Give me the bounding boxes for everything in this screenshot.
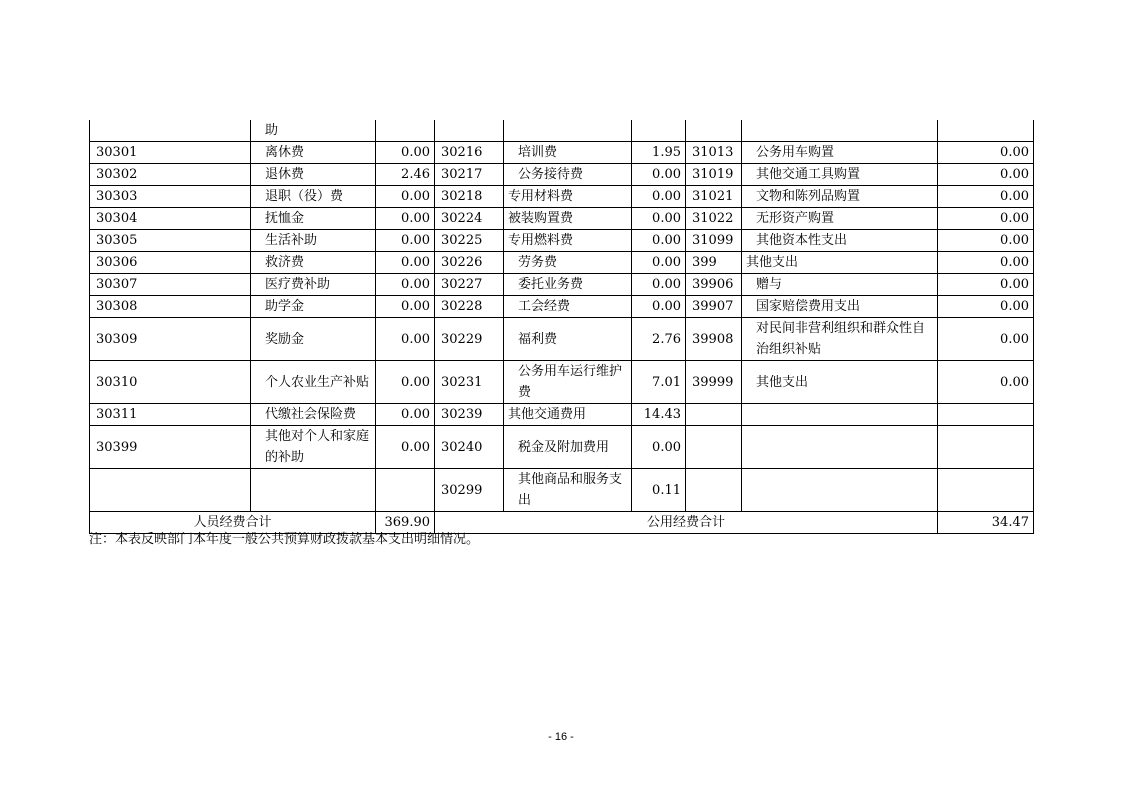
table-cell <box>938 120 1034 142</box>
table-cell-econ-code: 30225 <box>435 230 504 252</box>
table-cell-econ-code: 30305 <box>90 230 251 252</box>
table-cell-amount: 0.00 <box>632 230 686 252</box>
public-total-label: 公用经费合计 <box>435 512 938 534</box>
table-cell-amount: 0.00 <box>376 274 435 296</box>
table-cell-amount <box>376 469 435 512</box>
table-cell <box>632 120 686 142</box>
table-cell-amount: 0.00 <box>632 296 686 318</box>
table-cell-item-name: 抚恤金 <box>251 208 376 230</box>
table-cell-amount: 0.00 <box>376 208 435 230</box>
table-cell-econ-code: 30310 <box>90 361 251 404</box>
table-cell-econ-code: 31022 <box>686 208 742 230</box>
table-row <box>90 426 1034 469</box>
table-cell-item-name: 公务接待费 <box>504 164 632 186</box>
table-cell-amount: 0.00 <box>376 252 435 274</box>
table-cell-econ-code: 31013 <box>686 142 742 164</box>
table-cell-econ-code: 30229 <box>435 318 504 361</box>
table-cell-econ-code: 30231 <box>435 361 504 404</box>
table-cell-amount: 0.00 <box>376 142 435 164</box>
table-cell-econ-code: 30308 <box>90 296 251 318</box>
table-cell-item-name: 退休费 <box>251 164 376 186</box>
table-cell-econ-code: 30227 <box>435 274 504 296</box>
table-cell-econ-code: 30299 <box>435 469 504 512</box>
table-cell <box>90 120 251 142</box>
table-cell-item-name: 奖励金 <box>251 318 376 361</box>
table-cell-item-name: 公务用车运行维护费 <box>504 361 632 404</box>
table-cell-amount: 0.00 <box>376 404 435 426</box>
table-cell-amount: 0.00 <box>938 361 1034 404</box>
table-cell-econ-code: 30224 <box>435 208 504 230</box>
table-cell-amount: 2.46 <box>376 164 435 186</box>
expenditure-detail-table <box>89 120 1034 534</box>
table-cell-item-name: 文物和陈列品购置 <box>742 186 938 208</box>
table-cell-amount: 0.00 <box>632 208 686 230</box>
table-cell-econ-code: 39907 <box>686 296 742 318</box>
table-cell-econ-code: 30218 <box>435 186 504 208</box>
table-cell-econ-code <box>686 404 742 426</box>
table-cell <box>435 120 504 142</box>
table-cell-item-name: 工会经费 <box>504 296 632 318</box>
table-cell-item-name: 税金及附加费用 <box>504 426 632 469</box>
table-cell-item-name: 培训费 <box>504 142 632 164</box>
table-cell-amount: 0.00 <box>632 186 686 208</box>
table-cell-econ-code: 399 <box>686 252 742 274</box>
table-cell <box>504 120 632 142</box>
table-row <box>90 404 1034 426</box>
table-cell-item-name: 赠与 <box>742 274 938 296</box>
table-cell-item-name: 专用燃料费 <box>504 230 632 252</box>
table-cell-amount <box>938 469 1034 512</box>
table-cell-item-name: 代缴社会保险费 <box>251 404 376 426</box>
table-cell-item-name: 无形资产购置 <box>742 208 938 230</box>
table-cell-item-name: 对民间非营利组织和群众性自治组织补贴 <box>742 318 938 361</box>
table-cell-item-name: 离休费 <box>251 142 376 164</box>
table-cell-amount: 0.00 <box>376 426 435 469</box>
table-cell <box>686 120 742 142</box>
table-cell-item-name: 其他支出 <box>742 361 938 404</box>
public-total-value: 34.47 <box>938 512 1034 534</box>
table-cell-item-name <box>251 469 376 512</box>
personnel-total-label: 人员经费合计 <box>90 512 376 534</box>
table-cell-item-name: 国家赔偿费用支出 <box>742 296 938 318</box>
table-cell-amount: 2.76 <box>632 318 686 361</box>
table-cell-amount: 0.00 <box>938 252 1034 274</box>
table-cell-amount: 7.01 <box>632 361 686 404</box>
table-cell-amount: 0.00 <box>938 186 1034 208</box>
table-row-continuation <box>90 120 1034 142</box>
table-row <box>90 164 1034 186</box>
table-row <box>90 208 1034 230</box>
table-row <box>90 361 1034 404</box>
table-cell-econ-code: 30311 <box>90 404 251 426</box>
table-row <box>90 296 1034 318</box>
table-cell-econ-code: 30303 <box>90 186 251 208</box>
table-cell-item-name: 其他资本性支出 <box>742 230 938 252</box>
table-cell-amount: 14.43 <box>632 404 686 426</box>
personnel-total-value: 369.90 <box>376 512 435 534</box>
table-cell-amount: 1.95 <box>632 142 686 164</box>
table-cell-econ-code: 31099 <box>686 230 742 252</box>
table-cell-amount: 0.00 <box>938 208 1034 230</box>
table-row <box>90 230 1034 252</box>
table-cell-item-name: 生活补助 <box>251 230 376 252</box>
table-cell-econ-code: 30307 <box>90 274 251 296</box>
table-cell-amount: 0.00 <box>938 318 1034 361</box>
table-cell-item-name: 其他商品和服务支出 <box>504 469 632 512</box>
table-cell-item-name <box>742 404 938 426</box>
table-cell-amount: 0.00 <box>632 426 686 469</box>
table-cell-amount <box>938 426 1034 469</box>
table-cell-amount: 0.00 <box>938 142 1034 164</box>
table-cell-econ-code: 30228 <box>435 296 504 318</box>
table-row <box>90 252 1034 274</box>
table-cell-econ-code <box>90 469 251 512</box>
table-cell-fragment: 助 <box>251 120 376 142</box>
table-cell-amount: 0.00 <box>632 252 686 274</box>
table-cell-econ-code: 31021 <box>686 186 742 208</box>
table-cell-amount: 0.00 <box>376 318 435 361</box>
table-cell-item-name: 助学金 <box>251 296 376 318</box>
table-cell-econ-code: 30217 <box>435 164 504 186</box>
table-cell-item-name <box>742 469 938 512</box>
table-cell-amount: 0.11 <box>632 469 686 512</box>
table-cell-econ-code: 30399 <box>90 426 251 469</box>
table-cell-amount: 0.00 <box>376 230 435 252</box>
table-row <box>90 142 1034 164</box>
table-cell-item-name: 其他支出 <box>742 252 938 274</box>
table-row <box>90 469 1034 512</box>
table-cell-amount: 0.00 <box>938 164 1034 186</box>
table-cell-econ-code: 30240 <box>435 426 504 469</box>
table-row <box>90 274 1034 296</box>
table-row <box>90 318 1034 361</box>
table-cell-item-name: 其他交通费用 <box>504 404 632 426</box>
table-row <box>90 186 1034 208</box>
table-cell-econ-code: 39908 <box>686 318 742 361</box>
table-cell-amount: 0.00 <box>938 296 1034 318</box>
table-cell-econ-code: 39999 <box>686 361 742 404</box>
table-cell <box>742 120 938 142</box>
table-cell-econ-code <box>686 469 742 512</box>
table-cell-econ-code: 30301 <box>90 142 251 164</box>
table-cell-item-name: 退职（役）费 <box>251 186 376 208</box>
table-cell-item-name <box>742 426 938 469</box>
table-cell-item-name: 专用材料费 <box>504 186 632 208</box>
table-cell-econ-code: 31019 <box>686 164 742 186</box>
table-cell-amount: 0.00 <box>632 164 686 186</box>
table-cell-amount: 0.00 <box>376 361 435 404</box>
page-number: - 16 - <box>548 731 574 743</box>
table-cell-econ-code <box>686 426 742 469</box>
table-cell-amount <box>938 404 1034 426</box>
table-cell-item-name: 公务用车购置 <box>742 142 938 164</box>
table-cell-amount: 0.00 <box>632 274 686 296</box>
table-cell-item-name: 个人农业生产补贴 <box>251 361 376 404</box>
table-cell-item-name: 委托业务费 <box>504 274 632 296</box>
table-cell-amount: 0.00 <box>376 186 435 208</box>
table-cell-item-name: 救济费 <box>251 252 376 274</box>
table-cell-item-name: 被装购置费 <box>504 208 632 230</box>
table-cell-amount: 0.00 <box>376 296 435 318</box>
table-cell <box>376 120 435 142</box>
table-cell-amount: 0.00 <box>938 274 1034 296</box>
table-cell-econ-code: 30306 <box>90 252 251 274</box>
table-cell-econ-code: 30304 <box>90 208 251 230</box>
table-cell-econ-code: 30239 <box>435 404 504 426</box>
table-cell-econ-code: 30226 <box>435 252 504 274</box>
table-cell-amount: 0.00 <box>938 230 1034 252</box>
table-cell-econ-code: 30302 <box>90 164 251 186</box>
table-note: 注：本表反映部门本年度一般公共预算财政拨款基本支出明细情况。 <box>89 532 480 547</box>
table-cell-item-name: 医疗费补助 <box>251 274 376 296</box>
table-cell-item-name: 其他对个人和家庭的补助 <box>251 426 376 469</box>
table-cell-item-name: 其他交通工具购置 <box>742 164 938 186</box>
table-cell-item-name: 福利费 <box>504 318 632 361</box>
table-cell-econ-code: 30216 <box>435 142 504 164</box>
table-cell-item-name: 劳务费 <box>504 252 632 274</box>
table-cell-econ-code: 30309 <box>90 318 251 361</box>
table-cell-econ-code: 39906 <box>686 274 742 296</box>
